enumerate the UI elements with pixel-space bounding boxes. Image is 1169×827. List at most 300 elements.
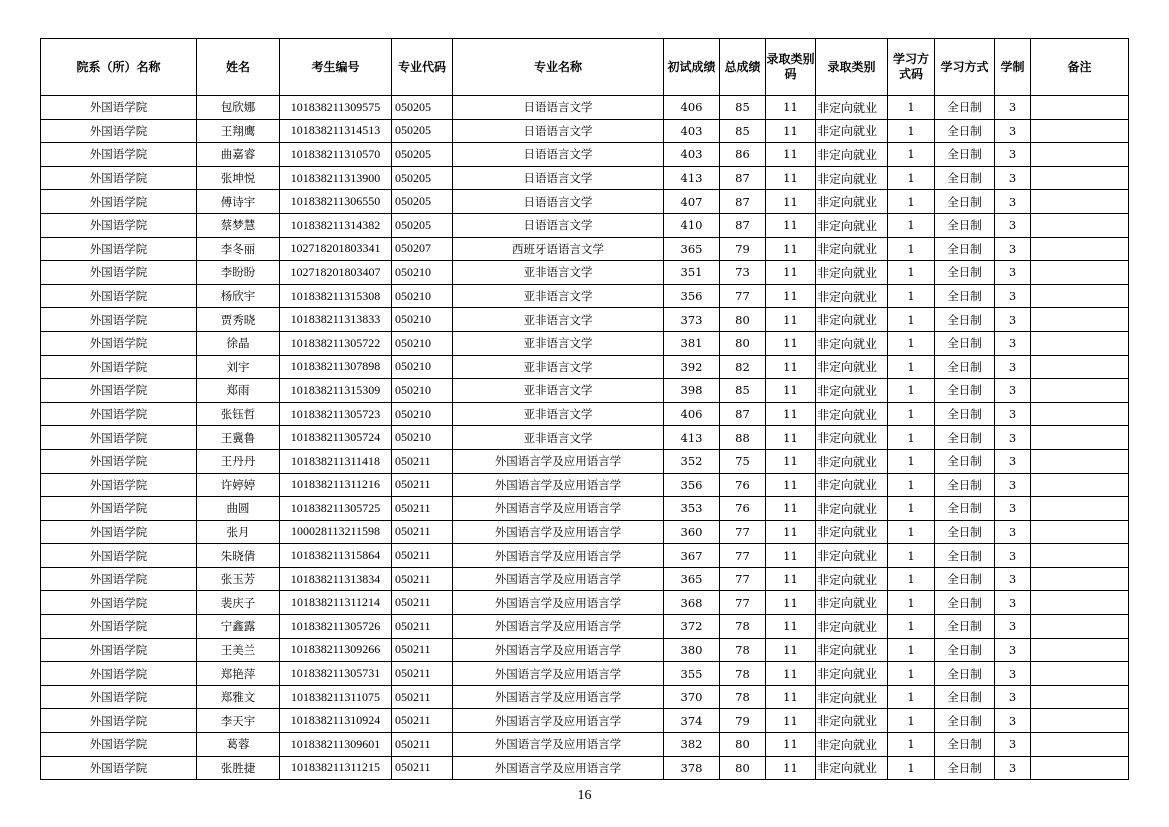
cell-major-code: 050211 bbox=[392, 685, 453, 709]
cell-study-mode-code: 1 bbox=[888, 756, 935, 780]
cell-candidate-id: 101838211311214 bbox=[280, 591, 392, 615]
cell-duration: 3 bbox=[995, 213, 1031, 237]
cell-candidate-id: 101838211305724 bbox=[280, 426, 392, 450]
cell-study-mode-code: 1 bbox=[888, 685, 935, 709]
cell-initial-score: 381 bbox=[664, 331, 720, 355]
cell-major-name: 日语语言文学 bbox=[453, 96, 664, 120]
cell-major-name: 外国语言学及应用语言学 bbox=[453, 544, 664, 568]
table-row bbox=[41, 308, 1129, 332]
cell-initial-score: 365 bbox=[664, 237, 720, 261]
cell-admission-type: 非定向就业 bbox=[816, 426, 888, 450]
table-row bbox=[41, 402, 1129, 426]
cell-remarks bbox=[1031, 756, 1129, 780]
cell-total-score: 79 bbox=[720, 709, 766, 733]
table-row bbox=[41, 544, 1129, 568]
cell-remarks bbox=[1031, 355, 1129, 379]
table-row bbox=[41, 567, 1129, 591]
cell-remarks bbox=[1031, 544, 1129, 568]
cell-admission-type-code: 11 bbox=[766, 96, 816, 120]
cell-study-mode: 全日制 bbox=[935, 96, 995, 120]
cell-candidate-id: 101838211311216 bbox=[280, 473, 392, 497]
cell-study-mode-code: 1 bbox=[888, 166, 935, 190]
cell-study-mode-code: 1 bbox=[888, 190, 935, 214]
cell-total-score: 82 bbox=[720, 355, 766, 379]
cell-major-code: 050211 bbox=[392, 756, 453, 780]
cell-major-code: 050210 bbox=[392, 261, 453, 285]
cell-admission-type-code: 11 bbox=[766, 190, 816, 214]
cell-name: 张钰哲 bbox=[197, 402, 280, 426]
cell-department: 外国语学院 bbox=[41, 756, 197, 780]
cell-name: 郑雅文 bbox=[197, 685, 280, 709]
cell-total-score: 88 bbox=[720, 426, 766, 450]
cell-study-mode-code: 1 bbox=[888, 638, 935, 662]
cell-remarks bbox=[1031, 615, 1129, 639]
header-name: 姓名 bbox=[197, 39, 280, 96]
cell-total-score: 77 bbox=[720, 591, 766, 615]
cell-department: 外国语学院 bbox=[41, 143, 197, 167]
cell-study-mode-code: 1 bbox=[888, 379, 935, 403]
cell-study-mode: 全日制 bbox=[935, 567, 995, 591]
cell-initial-score: 372 bbox=[664, 615, 720, 639]
cell-total-score: 86 bbox=[720, 143, 766, 167]
cell-admission-type: 非定向就业 bbox=[816, 261, 888, 285]
cell-major-name: 日语语言文学 bbox=[453, 143, 664, 167]
cell-admission-type-code: 11 bbox=[766, 449, 816, 473]
table-row bbox=[41, 190, 1129, 214]
cell-admission-type-code: 11 bbox=[766, 520, 816, 544]
cell-study-mode-code: 1 bbox=[888, 355, 935, 379]
cell-name: 曲圆 bbox=[197, 497, 280, 521]
cell-admission-type-code: 11 bbox=[766, 709, 816, 733]
cell-duration: 3 bbox=[995, 379, 1031, 403]
cell-candidate-id: 101838211311075 bbox=[280, 685, 392, 709]
cell-total-score: 76 bbox=[720, 497, 766, 521]
cell-study-mode: 全日制 bbox=[935, 685, 995, 709]
cell-admission-type: 非定向就业 bbox=[816, 119, 888, 143]
cell-department: 外国语学院 bbox=[41, 567, 197, 591]
cell-major-code: 050205 bbox=[392, 96, 453, 120]
cell-department: 外国语学院 bbox=[41, 520, 197, 544]
cell-admission-type: 非定向就业 bbox=[816, 143, 888, 167]
cell-candidate-id: 100028113211598 bbox=[280, 520, 392, 544]
cell-major-code: 050211 bbox=[392, 520, 453, 544]
cell-department: 外国语学院 bbox=[41, 355, 197, 379]
cell-admission-type-code: 11 bbox=[766, 143, 816, 167]
cell-study-mode-code: 1 bbox=[888, 497, 935, 521]
cell-name: 郑雨 bbox=[197, 379, 280, 403]
cell-study-mode-code: 1 bbox=[888, 426, 935, 450]
cell-duration: 3 bbox=[995, 190, 1031, 214]
table-row bbox=[41, 497, 1129, 521]
cell-study-mode: 全日制 bbox=[935, 426, 995, 450]
header-study-mode-code: 学习方式码 bbox=[888, 39, 935, 96]
cell-initial-score: 368 bbox=[664, 591, 720, 615]
cell-total-score: 87 bbox=[720, 166, 766, 190]
cell-major-name: 亚非语言文学 bbox=[453, 331, 664, 355]
cell-total-score: 78 bbox=[720, 662, 766, 686]
table-row bbox=[41, 591, 1129, 615]
table-row bbox=[41, 331, 1129, 355]
cell-initial-score: 382 bbox=[664, 733, 720, 757]
cell-candidate-id: 101838211314382 bbox=[280, 213, 392, 237]
cell-name: 王美兰 bbox=[197, 638, 280, 662]
cell-total-score: 77 bbox=[720, 284, 766, 308]
cell-duration: 3 bbox=[995, 284, 1031, 308]
cell-study-mode: 全日制 bbox=[935, 733, 995, 757]
cell-name: 杨欣宇 bbox=[197, 284, 280, 308]
cell-total-score: 78 bbox=[720, 685, 766, 709]
cell-major-name: 外国语言学及应用语言学 bbox=[453, 685, 664, 709]
cell-name: 张玉芳 bbox=[197, 567, 280, 591]
cell-study-mode-code: 1 bbox=[888, 473, 935, 497]
cell-candidate-id: 101838211309601 bbox=[280, 733, 392, 757]
cell-name: 张胜捷 bbox=[197, 756, 280, 780]
cell-remarks bbox=[1031, 119, 1129, 143]
table-row bbox=[41, 520, 1129, 544]
cell-name: 李冬丽 bbox=[197, 237, 280, 261]
cell-study-mode-code: 1 bbox=[888, 567, 935, 591]
cell-admission-type: 非定向就业 bbox=[816, 662, 888, 686]
cell-admission-type-code: 11 bbox=[766, 591, 816, 615]
cell-admission-type: 非定向就业 bbox=[816, 284, 888, 308]
cell-duration: 3 bbox=[995, 638, 1031, 662]
cell-department: 外国语学院 bbox=[41, 426, 197, 450]
cell-name: 傅诗宇 bbox=[197, 190, 280, 214]
cell-remarks bbox=[1031, 166, 1129, 190]
cell-initial-score: 352 bbox=[664, 449, 720, 473]
cell-study-mode: 全日制 bbox=[935, 237, 995, 261]
cell-initial-score: 407 bbox=[664, 190, 720, 214]
cell-remarks bbox=[1031, 379, 1129, 403]
cell-admission-type-code: 11 bbox=[766, 284, 816, 308]
cell-admission-type-code: 11 bbox=[766, 662, 816, 686]
cell-remarks bbox=[1031, 449, 1129, 473]
header-duration: 学制 bbox=[995, 39, 1031, 96]
cell-name: 曲嘉睿 bbox=[197, 143, 280, 167]
cell-admission-type-code: 11 bbox=[766, 473, 816, 497]
cell-name: 王翔鹰 bbox=[197, 119, 280, 143]
cell-major-code: 050210 bbox=[392, 355, 453, 379]
cell-name: 蔡梦慧 bbox=[197, 213, 280, 237]
cell-total-score: 87 bbox=[720, 402, 766, 426]
cell-major-name: 外国语言学及应用语言学 bbox=[453, 733, 664, 757]
cell-remarks bbox=[1031, 733, 1129, 757]
cell-study-mode: 全日制 bbox=[935, 544, 995, 568]
cell-candidate-id: 101838211305722 bbox=[280, 331, 392, 355]
cell-initial-score: 378 bbox=[664, 756, 720, 780]
cell-total-score: 77 bbox=[720, 567, 766, 591]
cell-candidate-id: 101838211309575 bbox=[280, 96, 392, 120]
cell-total-score: 87 bbox=[720, 190, 766, 214]
cell-remarks bbox=[1031, 143, 1129, 167]
cell-study-mode-code: 1 bbox=[888, 308, 935, 332]
cell-total-score: 80 bbox=[720, 733, 766, 757]
cell-name: 葛蓉 bbox=[197, 733, 280, 757]
cell-remarks bbox=[1031, 402, 1129, 426]
cell-admission-type: 非定向就业 bbox=[816, 402, 888, 426]
cell-department: 外国语学院 bbox=[41, 449, 197, 473]
cell-admission-type: 非定向就业 bbox=[816, 497, 888, 521]
cell-duration: 3 bbox=[995, 591, 1031, 615]
table-row bbox=[41, 473, 1129, 497]
cell-admission-type: 非定向就业 bbox=[816, 379, 888, 403]
cell-study-mode-code: 1 bbox=[888, 662, 935, 686]
cell-major-name: 外国语言学及应用语言学 bbox=[453, 567, 664, 591]
cell-initial-score: 360 bbox=[664, 520, 720, 544]
cell-name: 李天宇 bbox=[197, 709, 280, 733]
cell-admission-type: 非定向就业 bbox=[816, 591, 888, 615]
cell-study-mode-code: 1 bbox=[888, 591, 935, 615]
cell-initial-score: 356 bbox=[664, 284, 720, 308]
cell-study-mode-code: 1 bbox=[888, 402, 935, 426]
cell-study-mode-code: 1 bbox=[888, 284, 935, 308]
cell-department: 外国语学院 bbox=[41, 615, 197, 639]
cell-admission-type: 非定向就业 bbox=[816, 331, 888, 355]
cell-major-code: 050210 bbox=[392, 426, 453, 450]
cell-remarks bbox=[1031, 497, 1129, 521]
cell-total-score: 80 bbox=[720, 756, 766, 780]
cell-major-code: 050211 bbox=[392, 591, 453, 615]
cell-candidate-id: 101838211315308 bbox=[280, 284, 392, 308]
cell-study-mode: 全日制 bbox=[935, 520, 995, 544]
cell-admission-type: 非定向就业 bbox=[816, 567, 888, 591]
cell-study-mode-code: 1 bbox=[888, 449, 935, 473]
cell-admission-type-code: 11 bbox=[766, 237, 816, 261]
cell-major-name: 外国语言学及应用语言学 bbox=[453, 756, 664, 780]
cell-name: 李盼盼 bbox=[197, 261, 280, 285]
cell-department: 外国语学院 bbox=[41, 96, 197, 120]
cell-major-code: 050211 bbox=[392, 733, 453, 757]
cell-candidate-id: 101838211309266 bbox=[280, 638, 392, 662]
cell-major-code: 050205 bbox=[392, 119, 453, 143]
cell-candidate-id: 101838211313900 bbox=[280, 166, 392, 190]
cell-name: 许婷婷 bbox=[197, 473, 280, 497]
cell-department: 外国语学院 bbox=[41, 379, 197, 403]
cell-initial-score: 380 bbox=[664, 638, 720, 662]
cell-name: 徐晶 bbox=[197, 331, 280, 355]
table-row bbox=[41, 662, 1129, 686]
cell-study-mode-code: 1 bbox=[888, 331, 935, 355]
cell-major-name: 外国语言学及应用语言学 bbox=[453, 520, 664, 544]
cell-remarks bbox=[1031, 96, 1129, 120]
cell-total-score: 87 bbox=[720, 213, 766, 237]
table-row bbox=[41, 213, 1129, 237]
cell-initial-score: 413 bbox=[664, 426, 720, 450]
table-row bbox=[41, 355, 1129, 379]
cell-admission-type: 非定向就业 bbox=[816, 638, 888, 662]
cell-study-mode: 全日制 bbox=[935, 355, 995, 379]
header-major-code: 专业代码 bbox=[392, 39, 453, 96]
cell-major-name: 日语语言文学 bbox=[453, 119, 664, 143]
cell-duration: 3 bbox=[995, 685, 1031, 709]
cell-admission-type-code: 11 bbox=[766, 379, 816, 403]
cell-duration: 3 bbox=[995, 756, 1031, 780]
cell-remarks bbox=[1031, 284, 1129, 308]
cell-duration: 3 bbox=[995, 733, 1031, 757]
cell-study-mode: 全日制 bbox=[935, 261, 995, 285]
cell-major-code: 050205 bbox=[392, 143, 453, 167]
cell-major-name: 外国语言学及应用语言学 bbox=[453, 497, 664, 521]
cell-admission-type: 非定向就业 bbox=[816, 190, 888, 214]
cell-remarks bbox=[1031, 190, 1129, 214]
cell-total-score: 75 bbox=[720, 449, 766, 473]
cell-duration: 3 bbox=[995, 709, 1031, 733]
cell-candidate-id: 101838211315864 bbox=[280, 544, 392, 568]
cell-name: 张月 bbox=[197, 520, 280, 544]
cell-duration: 3 bbox=[995, 520, 1031, 544]
table-row bbox=[41, 426, 1129, 450]
cell-department: 外国语学院 bbox=[41, 473, 197, 497]
cell-admission-type: 非定向就业 bbox=[816, 544, 888, 568]
cell-major-code: 050210 bbox=[392, 308, 453, 332]
cell-total-score: 73 bbox=[720, 261, 766, 285]
cell-total-score: 76 bbox=[720, 473, 766, 497]
cell-remarks bbox=[1031, 473, 1129, 497]
cell-study-mode-code: 1 bbox=[888, 544, 935, 568]
cell-major-name: 外国语言学及应用语言学 bbox=[453, 709, 664, 733]
table-row bbox=[41, 615, 1129, 639]
cell-study-mode-code: 1 bbox=[888, 213, 935, 237]
cell-initial-score: 403 bbox=[664, 143, 720, 167]
cell-total-score: 85 bbox=[720, 119, 766, 143]
cell-major-name: 外国语言学及应用语言学 bbox=[453, 591, 664, 615]
cell-remarks bbox=[1031, 709, 1129, 733]
cell-department: 外国语学院 bbox=[41, 638, 197, 662]
cell-total-score: 78 bbox=[720, 615, 766, 639]
cell-duration: 3 bbox=[995, 544, 1031, 568]
cell-admission-type-code: 11 bbox=[766, 544, 816, 568]
cell-major-code: 050205 bbox=[392, 213, 453, 237]
cell-admission-type-code: 11 bbox=[766, 308, 816, 332]
cell-name: 王冀鲁 bbox=[197, 426, 280, 450]
header-row bbox=[41, 39, 1129, 96]
cell-name: 宁鑫露 bbox=[197, 615, 280, 639]
cell-admission-type: 非定向就业 bbox=[816, 96, 888, 120]
cell-major-code: 050211 bbox=[392, 473, 453, 497]
cell-duration: 3 bbox=[995, 143, 1031, 167]
cell-duration: 3 bbox=[995, 497, 1031, 521]
cell-department: 外国语学院 bbox=[41, 166, 197, 190]
cell-candidate-id: 101838211315309 bbox=[280, 379, 392, 403]
cell-major-code: 050210 bbox=[392, 284, 453, 308]
cell-study-mode: 全日制 bbox=[935, 638, 995, 662]
cell-major-code: 050210 bbox=[392, 379, 453, 403]
cell-initial-score: 355 bbox=[664, 662, 720, 686]
header-study-mode: 学习方式 bbox=[935, 39, 995, 96]
cell-candidate-id: 101838211310570 bbox=[280, 143, 392, 167]
cell-duration: 3 bbox=[995, 355, 1031, 379]
header-department: 院系（所）名称 bbox=[41, 39, 197, 96]
cell-admission-type-code: 11 bbox=[766, 497, 816, 521]
cell-name: 王丹丹 bbox=[197, 449, 280, 473]
table-row bbox=[41, 685, 1129, 709]
table-row bbox=[41, 119, 1129, 143]
cell-initial-score: 413 bbox=[664, 166, 720, 190]
cell-admission-type-code: 11 bbox=[766, 261, 816, 285]
cell-candidate-id: 101838211307898 bbox=[280, 355, 392, 379]
cell-study-mode: 全日制 bbox=[935, 756, 995, 780]
cell-admission-type: 非定向就业 bbox=[816, 213, 888, 237]
cell-study-mode: 全日制 bbox=[935, 213, 995, 237]
cell-duration: 3 bbox=[995, 308, 1031, 332]
cell-remarks bbox=[1031, 237, 1129, 261]
cell-study-mode-code: 1 bbox=[888, 143, 935, 167]
cell-initial-score: 406 bbox=[664, 402, 720, 426]
cell-admission-type-code: 11 bbox=[766, 119, 816, 143]
cell-admission-type-code: 11 bbox=[766, 331, 816, 355]
cell-initial-score: 403 bbox=[664, 119, 720, 143]
table-row bbox=[41, 166, 1129, 190]
cell-duration: 3 bbox=[995, 615, 1031, 639]
cell-initial-score: 410 bbox=[664, 213, 720, 237]
cell-candidate-id: 101838211311215 bbox=[280, 756, 392, 780]
cell-admission-type: 非定向就业 bbox=[816, 473, 888, 497]
cell-admission-type: 非定向就业 bbox=[816, 756, 888, 780]
cell-remarks bbox=[1031, 520, 1129, 544]
cell-admission-type-code: 11 bbox=[766, 355, 816, 379]
cell-study-mode: 全日制 bbox=[935, 449, 995, 473]
cell-major-code: 050211 bbox=[392, 638, 453, 662]
cell-remarks bbox=[1031, 213, 1129, 237]
cell-total-score: 77 bbox=[720, 544, 766, 568]
cell-study-mode-code: 1 bbox=[888, 733, 935, 757]
cell-admission-type: 非定向就业 bbox=[816, 615, 888, 639]
cell-major-name: 亚非语言文学 bbox=[453, 426, 664, 450]
cell-study-mode: 全日制 bbox=[935, 473, 995, 497]
cell-name: 张坤悦 bbox=[197, 166, 280, 190]
cell-department: 外国语学院 bbox=[41, 662, 197, 686]
cell-major-code: 050211 bbox=[392, 544, 453, 568]
cell-major-code: 050210 bbox=[392, 402, 453, 426]
cell-study-mode: 全日制 bbox=[935, 662, 995, 686]
cell-study-mode-code: 1 bbox=[888, 615, 935, 639]
cell-admission-type-code: 11 bbox=[766, 213, 816, 237]
cell-initial-score: 373 bbox=[664, 308, 720, 332]
cell-duration: 3 bbox=[995, 449, 1031, 473]
cell-admission-type: 非定向就业 bbox=[816, 733, 888, 757]
cell-study-mode: 全日制 bbox=[935, 591, 995, 615]
cell-major-code: 050211 bbox=[392, 567, 453, 591]
table-row bbox=[41, 379, 1129, 403]
cell-department: 外国语学院 bbox=[41, 119, 197, 143]
cell-study-mode-code: 1 bbox=[888, 237, 935, 261]
cell-admission-type-code: 11 bbox=[766, 567, 816, 591]
header-total-score: 总成绩 bbox=[720, 39, 766, 96]
cell-remarks bbox=[1031, 426, 1129, 450]
cell-candidate-id: 101838211305723 bbox=[280, 402, 392, 426]
cell-initial-score: 374 bbox=[664, 709, 720, 733]
cell-major-code: 050205 bbox=[392, 166, 453, 190]
cell-department: 外国语学院 bbox=[41, 284, 197, 308]
header-remarks: 备注 bbox=[1031, 39, 1129, 96]
table-row bbox=[41, 261, 1129, 285]
cell-duration: 3 bbox=[995, 237, 1031, 261]
cell-major-name: 外国语言学及应用语言学 bbox=[453, 473, 664, 497]
cell-duration: 3 bbox=[995, 119, 1031, 143]
cell-name: 朱晓倩 bbox=[197, 544, 280, 568]
cell-major-name: 亚非语言文学 bbox=[453, 402, 664, 426]
header-admission-type: 录取类别 bbox=[816, 39, 888, 96]
cell-duration: 3 bbox=[995, 426, 1031, 450]
cell-initial-score: 351 bbox=[664, 261, 720, 285]
cell-admission-type: 非定向就业 bbox=[816, 685, 888, 709]
table-row bbox=[41, 449, 1129, 473]
cell-candidate-id: 101838211310924 bbox=[280, 709, 392, 733]
cell-major-name: 外国语言学及应用语言学 bbox=[453, 449, 664, 473]
cell-admission-type-code: 11 bbox=[766, 733, 816, 757]
cell-name: 郑艳萍 bbox=[197, 662, 280, 686]
cell-department: 外国语学院 bbox=[41, 261, 197, 285]
